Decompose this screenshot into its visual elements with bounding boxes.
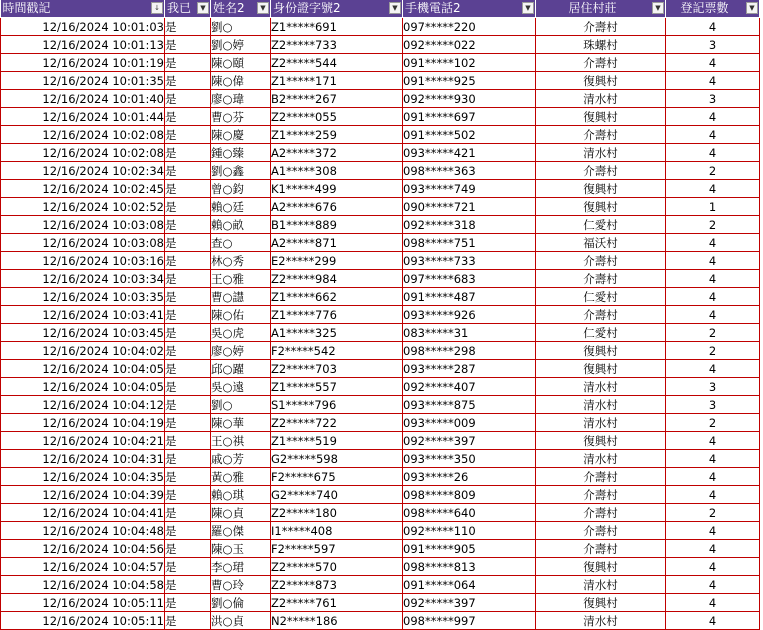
cell-village[interactable]: 復興村 (536, 72, 666, 90)
cell-village[interactable]: 清水村 (536, 576, 666, 594)
cell-name[interactable]: 吳○虎 (211, 324, 271, 342)
sort-filter-button[interactable]: ↓ (151, 2, 163, 14)
filter-dropdown-button[interactable]: ▼ (257, 2, 269, 14)
table-row (1, 36, 760, 54)
table-row (1, 216, 760, 234)
table-row (1, 90, 760, 108)
cell-phone[interactable]: 091*****064 (403, 576, 536, 594)
cell-timestamp[interactable]: 12/16/2024 10:03:34 (1, 270, 165, 288)
cell-timestamp[interactable]: 12/16/2024 10:02:52 (1, 198, 165, 216)
cell-name[interactable]: 劉○ (211, 18, 271, 36)
cell-village[interactable]: 介壽村 (536, 126, 666, 144)
cell-id-number[interactable]: A2*****372 (271, 144, 403, 162)
cell-id-number[interactable]: N2*****186 (271, 612, 403, 630)
cell-votes[interactable]: 4 (666, 252, 760, 270)
column-header-label: 手機電話2 (405, 1, 461, 15)
cell-timestamp[interactable]: 12/16/2024 10:04:48 (1, 522, 165, 540)
cell-timestamp[interactable]: 12/16/2024 10:04:21 (1, 432, 165, 450)
cell-name[interactable]: 曹○芬 (211, 108, 271, 126)
cell-votes[interactable]: 4 (666, 108, 760, 126)
table-row (1, 414, 760, 432)
cell-agree[interactable]: 是 (165, 378, 211, 396)
cell-id-number[interactable]: Z1*****171 (271, 72, 403, 90)
cell-id-number[interactable]: A1*****308 (271, 162, 403, 180)
cell-phone[interactable]: 093*****926 (403, 306, 536, 324)
cell-village[interactable]: 復興村 (536, 432, 666, 450)
table-row (1, 72, 760, 90)
cell-id-number[interactable]: K1*****499 (271, 180, 403, 198)
cell-agree[interactable]: 是 (165, 288, 211, 306)
table-row (1, 324, 760, 342)
cell-phone[interactable]: 093*****350 (403, 450, 536, 468)
cell-timestamp[interactable]: 12/16/2024 10:04:05 (1, 360, 165, 378)
cell-phone[interactable]: 092*****022 (403, 36, 536, 54)
cell-id-number[interactable]: B1*****889 (271, 216, 403, 234)
cell-votes[interactable]: 2 (666, 504, 760, 522)
table-row (1, 342, 760, 360)
cell-agree[interactable]: 是 (165, 324, 211, 342)
table-row (1, 162, 760, 180)
cell-id-number[interactable]: Z2*****722 (271, 414, 403, 432)
cell-votes[interactable]: 4 (666, 540, 760, 558)
cell-village[interactable]: 復興村 (536, 180, 666, 198)
cell-votes[interactable]: 4 (666, 432, 760, 450)
cell-phone[interactable]: 093*****733 (403, 252, 536, 270)
cell-phone[interactable]: 092*****110 (403, 522, 536, 540)
cell-votes[interactable]: 4 (666, 54, 760, 72)
cell-votes[interactable]: 1 (666, 198, 760, 216)
cell-timestamp[interactable]: 12/16/2024 10:04:02 (1, 342, 165, 360)
table-row (1, 288, 760, 306)
cell-agree[interactable]: 是 (165, 18, 211, 36)
cell-id-number[interactable]: F2*****542 (271, 342, 403, 360)
cell-timestamp[interactable]: 12/16/2024 10:02:34 (1, 162, 165, 180)
cell-agree[interactable]: 是 (165, 576, 211, 594)
column-header-label: 登記票數 (680, 1, 729, 15)
cell-votes[interactable]: 4 (666, 270, 760, 288)
cell-votes[interactable]: 3 (666, 396, 760, 414)
cell-village[interactable]: 復興村 (536, 108, 666, 126)
cell-votes[interactable]: 4 (666, 558, 760, 576)
column-header-label: 時間戳記 (2, 1, 51, 15)
table-row (1, 270, 760, 288)
cell-timestamp[interactable]: 12/16/2024 10:01:19 (1, 54, 165, 72)
cell-village[interactable]: 復興村 (536, 198, 666, 216)
cell-agree[interactable]: 是 (165, 522, 211, 540)
cell-phone[interactable]: 093*****26 (403, 468, 536, 486)
table-row (1, 234, 760, 252)
table-row (1, 54, 760, 72)
table-row (1, 450, 760, 468)
filter-dropdown-button[interactable]: ▼ (746, 2, 758, 14)
cell-name[interactable]: 邱○躍 (211, 360, 271, 378)
cell-name[interactable]: 林○秀 (211, 252, 271, 270)
cell-id-number[interactable]: S1*****796 (271, 396, 403, 414)
cell-village[interactable]: 介壽村 (536, 270, 666, 288)
cell-name[interactable]: 曾○鈞 (211, 180, 271, 198)
cell-village[interactable]: 仁愛村 (536, 288, 666, 306)
cell-id-number[interactable]: Z2*****984 (271, 270, 403, 288)
table-row (1, 18, 760, 36)
cell-votes[interactable]: 3 (666, 90, 760, 108)
column-header-village[interactable] (536, 0, 666, 18)
cell-id-number[interactable]: Z2*****703 (271, 360, 403, 378)
cell-timestamp[interactable]: 12/16/2024 10:04:58 (1, 576, 165, 594)
cell-agree[interactable]: 是 (165, 414, 211, 432)
cell-votes[interactable]: 2 (666, 342, 760, 360)
cell-votes[interactable]: 3 (666, 36, 760, 54)
cell-village[interactable]: 清水村 (536, 612, 666, 630)
column-header-name[interactable] (211, 0, 271, 18)
cell-village[interactable]: 清水村 (536, 144, 666, 162)
cell-votes[interactable]: 2 (666, 414, 760, 432)
cell-agree[interactable]: 是 (165, 450, 211, 468)
cell-name[interactable]: 王○雅 (211, 270, 271, 288)
cell-name[interactable]: 劉○婷 (211, 36, 271, 54)
cell-village[interactable]: 介壽村 (536, 252, 666, 270)
cell-timestamp[interactable]: 12/16/2024 10:04:35 (1, 468, 165, 486)
cell-timestamp[interactable]: 12/16/2024 10:01:44 (1, 108, 165, 126)
table-row (1, 144, 760, 162)
column-header-agree[interactable] (165, 0, 211, 18)
cell-agree[interactable]: 是 (165, 54, 211, 72)
cell-agree[interactable]: 是 (165, 594, 211, 612)
cell-agree[interactable]: 是 (165, 198, 211, 216)
cell-timestamp[interactable]: 12/16/2024 10:04:19 (1, 414, 165, 432)
cell-votes[interactable]: 4 (666, 234, 760, 252)
cell-village[interactable]: 復興村 (536, 360, 666, 378)
cell-phone[interactable]: 092*****397 (403, 594, 536, 612)
cell-id-number[interactable]: B2*****267 (271, 90, 403, 108)
cell-votes[interactable]: 4 (666, 468, 760, 486)
cell-name[interactable]: 陳○玉 (211, 540, 271, 558)
cell-timestamp[interactable]: 12/16/2024 10:04:41 (1, 504, 165, 522)
cell-id-number[interactable]: G2*****740 (271, 486, 403, 504)
cell-village[interactable]: 介壽村 (536, 486, 666, 504)
cell-timestamp[interactable]: 12/16/2024 10:05:11 (1, 594, 165, 612)
cell-phone[interactable]: 091*****925 (403, 72, 536, 90)
cell-votes[interactable]: 4 (666, 306, 760, 324)
cell-timestamp[interactable]: 12/16/2024 10:04:39 (1, 486, 165, 504)
cell-phone[interactable]: 093*****009 (403, 414, 536, 432)
cell-timestamp[interactable]: 12/16/2024 10:03:45 (1, 324, 165, 342)
cell-id-number[interactable]: E2*****299 (271, 252, 403, 270)
cell-id-number[interactable]: Z2*****733 (271, 36, 403, 54)
cell-name[interactable]: 賴○畝 (211, 216, 271, 234)
cell-name[interactable]: 陳○佑 (211, 306, 271, 324)
cell-name[interactable]: 廖○瑋 (211, 90, 271, 108)
cell-votes[interactable]: 4 (666, 144, 760, 162)
table-row (1, 360, 760, 378)
cell-name[interactable]: 陳○慶 (211, 126, 271, 144)
cell-votes[interactable]: 2 (666, 162, 760, 180)
cell-timestamp[interactable]: 12/16/2024 10:04:56 (1, 540, 165, 558)
table-row (1, 180, 760, 198)
cell-name[interactable]: 王○祺 (211, 432, 271, 450)
column-header-label: 姓名2 (213, 1, 245, 15)
cell-id-number[interactable]: Z2*****873 (271, 576, 403, 594)
cell-votes[interactable]: 4 (666, 576, 760, 594)
cell-votes[interactable]: 4 (666, 522, 760, 540)
cell-votes[interactable]: 4 (666, 288, 760, 306)
table-row (1, 432, 760, 450)
cell-agree[interactable]: 是 (165, 396, 211, 414)
cell-agree[interactable]: 是 (165, 180, 211, 198)
cell-name[interactable]: 陳○頤 (211, 54, 271, 72)
cell-agree[interactable]: 是 (165, 306, 211, 324)
cell-timestamp[interactable]: 12/16/2024 10:03:08 (1, 216, 165, 234)
table-row (1, 396, 760, 414)
table-row (1, 378, 760, 396)
cell-name[interactable]: 吳○遠 (211, 378, 271, 396)
filter-dropdown-button[interactable]: ▼ (522, 2, 534, 14)
table-row (1, 126, 760, 144)
cell-village[interactable]: 清水村 (536, 396, 666, 414)
cell-phone[interactable]: 093*****749 (403, 180, 536, 198)
cell-votes[interactable]: 4 (666, 72, 760, 90)
cell-votes[interactable]: 4 (666, 486, 760, 504)
cell-phone[interactable]: 098*****813 (403, 558, 536, 576)
filter-dropdown-button[interactable]: ▼ (652, 2, 664, 14)
cell-village[interactable]: 復興村 (536, 558, 666, 576)
cell-village[interactable]: 清水村 (536, 414, 666, 432)
cell-agree[interactable]: 是 (165, 216, 211, 234)
cell-phone[interactable]: 091*****102 (403, 54, 536, 72)
cell-id-number[interactable]: F2*****675 (271, 468, 403, 486)
column-header-label: 身份證字號2 (273, 1, 341, 15)
column-header-label: 我已 (167, 1, 192, 15)
column-header-phone[interactable] (403, 0, 536, 18)
cell-name[interactable]: 劉○ (211, 396, 271, 414)
filter-dropdown-button[interactable]: ▼ (389, 2, 401, 14)
cell-village[interactable]: 介壽村 (536, 468, 666, 486)
cell-phone[interactable]: 091*****502 (403, 126, 536, 144)
cell-name[interactable]: 劉○鑫 (211, 162, 271, 180)
cell-phone[interactable]: 092*****930 (403, 90, 536, 108)
cell-votes[interactable]: 2 (666, 216, 760, 234)
cell-id-number[interactable]: A1*****325 (271, 324, 403, 342)
cell-agree[interactable]: 是 (165, 252, 211, 270)
cell-timestamp[interactable]: 12/16/2024 10:01:03 (1, 18, 165, 36)
cell-phone[interactable]: 091*****905 (403, 540, 536, 558)
table-row (1, 306, 760, 324)
cell-phone[interactable]: 091*****697 (403, 108, 536, 126)
cell-name[interactable]: 曹○譿 (211, 288, 271, 306)
cell-name[interactable]: 劉○倫 (211, 594, 271, 612)
cell-village[interactable]: 仁愛村 (536, 216, 666, 234)
column-header-label: 居住村莊 (568, 1, 617, 15)
cell-village[interactable]: 珠螺村 (536, 36, 666, 54)
cell-id-number[interactable]: Z2*****180 (271, 504, 403, 522)
cell-timestamp[interactable]: 12/16/2024 10:01:35 (1, 72, 165, 90)
cell-phone[interactable]: 092*****407 (403, 378, 536, 396)
cell-name[interactable]: 賴○琪 (211, 486, 271, 504)
cell-name[interactable]: 陳○偉 (211, 72, 271, 90)
cell-village[interactable]: 介壽村 (536, 306, 666, 324)
cell-phone[interactable]: 098*****997 (403, 612, 536, 630)
cell-votes[interactable]: 4 (666, 180, 760, 198)
cell-id-number[interactable]: I1*****408 (271, 522, 403, 540)
cell-agree[interactable]: 是 (165, 558, 211, 576)
cell-agree[interactable]: 是 (165, 36, 211, 54)
cell-village[interactable]: 介壽村 (536, 162, 666, 180)
cell-name[interactable]: 羅○傑 (211, 522, 271, 540)
cell-id-number[interactable]: Z1*****259 (271, 126, 403, 144)
cell-id-number[interactable]: Z2*****544 (271, 54, 403, 72)
cell-timestamp[interactable]: 12/16/2024 10:02:08 (1, 144, 165, 162)
cell-id-number[interactable]: Z1*****776 (271, 306, 403, 324)
table-row (1, 612, 760, 630)
cell-village[interactable]: 介壽村 (536, 54, 666, 72)
cell-timestamp[interactable]: 12/16/2024 10:02:08 (1, 126, 165, 144)
cell-village[interactable]: 清水村 (536, 450, 666, 468)
cell-agree[interactable]: 是 (165, 108, 211, 126)
table-row (1, 594, 760, 612)
cell-votes[interactable]: 2 (666, 324, 760, 342)
cell-phone[interactable]: 098*****751 (403, 234, 536, 252)
cell-phone[interactable]: 092*****397 (403, 432, 536, 450)
cell-name[interactable]: 鍾○臻 (211, 144, 271, 162)
table-row (1, 576, 760, 594)
cell-id-number[interactable]: F2*****597 (271, 540, 403, 558)
cell-id-number[interactable]: Z1*****557 (271, 378, 403, 396)
cell-name[interactable]: 廖○婷 (211, 342, 271, 360)
table-row (1, 522, 760, 540)
cell-phone[interactable]: 097*****220 (403, 18, 536, 36)
cell-phone[interactable]: 093*****287 (403, 360, 536, 378)
cell-votes[interactable]: 4 (666, 18, 760, 36)
cell-votes[interactable]: 4 (666, 450, 760, 468)
cell-phone[interactable]: 092*****318 (403, 216, 536, 234)
cell-agree[interactable]: 是 (165, 360, 211, 378)
cell-village[interactable]: 介壽村 (536, 540, 666, 558)
cell-village[interactable]: 復興村 (536, 594, 666, 612)
column-header-id-number[interactable] (271, 0, 403, 18)
cell-id-number[interactable]: A2*****676 (271, 198, 403, 216)
cell-village[interactable]: 介壽村 (536, 18, 666, 36)
cell-phone[interactable]: 098*****298 (403, 342, 536, 360)
cell-agree[interactable]: 是 (165, 126, 211, 144)
cell-agree[interactable]: 是 (165, 162, 211, 180)
cell-agree[interactable]: 是 (165, 90, 211, 108)
cell-id-number[interactable]: Z2*****055 (271, 108, 403, 126)
cell-votes[interactable]: 4 (666, 594, 760, 612)
table-row (1, 540, 760, 558)
cell-id-number[interactable]: Z1*****519 (271, 432, 403, 450)
cell-name[interactable]: 賴○廷 (211, 198, 271, 216)
cell-agree[interactable]: 是 (165, 270, 211, 288)
cell-id-number[interactable]: G2*****598 (271, 450, 403, 468)
cell-timestamp[interactable]: 12/16/2024 10:03:41 (1, 306, 165, 324)
cell-timestamp[interactable]: 12/16/2024 10:05:11 (1, 612, 165, 630)
cell-phone[interactable]: 091*****487 (403, 288, 536, 306)
cell-name[interactable]: 曹○玲 (211, 576, 271, 594)
table-row (1, 486, 760, 504)
cell-id-number[interactable]: A2*****871 (271, 234, 403, 252)
cell-agree[interactable]: 是 (165, 432, 211, 450)
cell-name[interactable]: 查○ (211, 234, 271, 252)
cell-village[interactable]: 復興村 (536, 342, 666, 360)
cell-votes[interactable]: 3 (666, 378, 760, 396)
cell-timestamp[interactable]: 12/16/2024 10:02:45 (1, 180, 165, 198)
table-row (1, 198, 760, 216)
column-header-timestamp[interactable] (1, 0, 165, 18)
cell-id-number[interactable]: Z2*****761 (271, 594, 403, 612)
cell-phone[interactable]: 098*****363 (403, 162, 536, 180)
table-body (1, 18, 760, 630)
cell-phone[interactable]: 093*****421 (403, 144, 536, 162)
cell-phone[interactable]: 097*****683 (403, 270, 536, 288)
cell-agree[interactable]: 是 (165, 540, 211, 558)
cell-agree[interactable]: 是 (165, 486, 211, 504)
cell-village[interactable]: 仁愛村 (536, 324, 666, 342)
cell-agree[interactable]: 是 (165, 342, 211, 360)
cell-village[interactable]: 福沃村 (536, 234, 666, 252)
cell-votes[interactable]: 4 (666, 360, 760, 378)
cell-agree[interactable]: 是 (165, 144, 211, 162)
cell-votes[interactable]: 4 (666, 612, 760, 630)
cell-agree[interactable]: 是 (165, 612, 211, 630)
cell-phone[interactable]: 093*****875 (403, 396, 536, 414)
cell-village[interactable]: 介壽村 (536, 504, 666, 522)
cell-agree[interactable]: 是 (165, 468, 211, 486)
cell-agree[interactable]: 是 (165, 234, 211, 252)
cell-name[interactable]: 戚○芳 (211, 450, 271, 468)
cell-timestamp[interactable]: 12/16/2024 10:04:57 (1, 558, 165, 576)
cell-timestamp[interactable]: 12/16/2024 10:04:31 (1, 450, 165, 468)
table-row (1, 108, 760, 126)
table-row (1, 252, 760, 270)
cell-name[interactable]: 陳○貞 (211, 504, 271, 522)
table-row (1, 468, 760, 486)
cell-timestamp[interactable]: 12/16/2024 10:01:40 (1, 90, 165, 108)
cell-phone[interactable]: 098*****640 (403, 504, 536, 522)
cell-timestamp[interactable]: 12/16/2024 10:04:12 (1, 396, 165, 414)
cell-phone[interactable]: 090*****721 (403, 198, 536, 216)
table-row (1, 558, 760, 576)
column-header-votes[interactable] (666, 0, 760, 18)
cell-agree[interactable]: 是 (165, 72, 211, 90)
cell-id-number[interactable]: Z1*****691 (271, 18, 403, 36)
cell-votes[interactable]: 4 (666, 126, 760, 144)
cell-village[interactable]: 介壽村 (536, 522, 666, 540)
cell-phone[interactable]: 098*****809 (403, 486, 536, 504)
cell-timestamp[interactable]: 12/16/2024 10:03:16 (1, 252, 165, 270)
cell-timestamp[interactable]: 12/16/2024 10:03:08 (1, 234, 165, 252)
table-row (1, 504, 760, 522)
cell-village[interactable]: 清水村 (536, 378, 666, 396)
cell-id-number[interactable]: Z2*****570 (271, 558, 403, 576)
filter-dropdown-button[interactable]: ▼ (197, 2, 209, 14)
cell-timestamp[interactable]: 12/16/2024 10:03:35 (1, 288, 165, 306)
cell-name[interactable]: 陳○華 (211, 414, 271, 432)
cell-name[interactable]: 黃○雅 (211, 468, 271, 486)
header-row (1, 0, 760, 18)
cell-timestamp[interactable]: 12/16/2024 10:04:05 (1, 378, 165, 396)
cell-id-number[interactable]: Z1*****662 (271, 288, 403, 306)
cell-phone[interactable]: 083*****31 (403, 324, 536, 342)
cell-name[interactable]: 李○珺 (211, 558, 271, 576)
cell-agree[interactable]: 是 (165, 504, 211, 522)
cell-timestamp[interactable]: 12/16/2024 10:01:13 (1, 36, 165, 54)
cell-village[interactable]: 清水村 (536, 90, 666, 108)
cell-name[interactable]: 洪○貞 (211, 612, 271, 630)
